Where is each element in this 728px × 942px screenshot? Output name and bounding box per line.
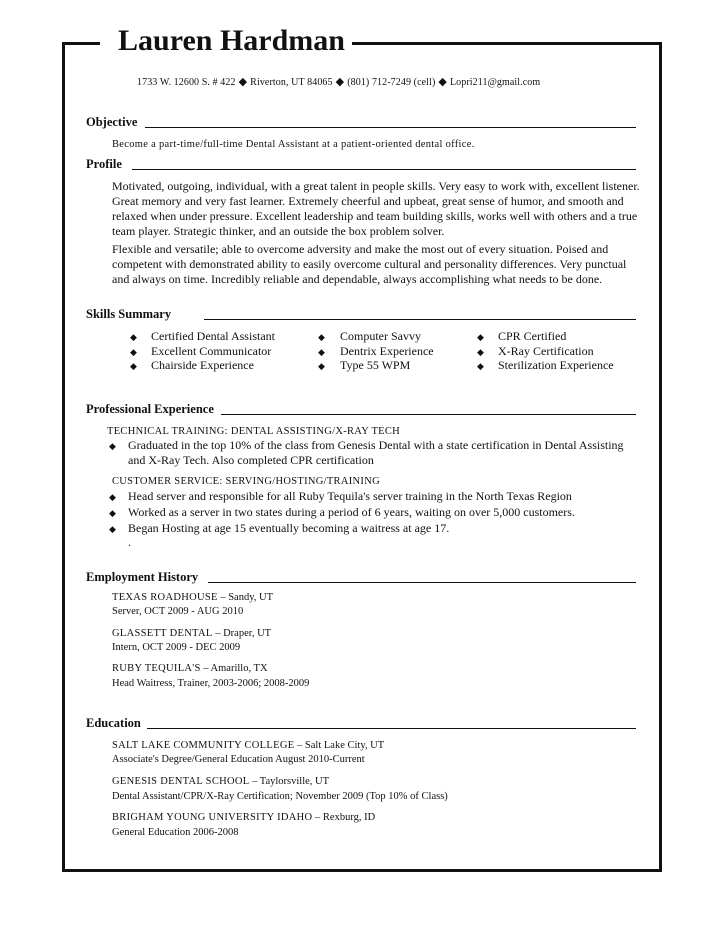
separator-diamond: ◆ — [335, 76, 345, 88]
bullet-diamond-icon: ◆ — [477, 361, 484, 371]
resume-name: Lauren Hardman — [118, 24, 345, 57]
profile-heading: Profile — [86, 157, 122, 171]
objective-text: Become a part-time/full-time Dental Assistant at a patient-oriented dental office. — [112, 139, 475, 150]
objective-rule — [145, 127, 636, 128]
school-name: BRIGHAM YOUNG UNIVERSITY IDAHO – Rexburg, ID — [112, 812, 376, 823]
skill-item: X-Ray Certification — [498, 344, 594, 358]
employment-rule — [208, 582, 636, 583]
skills-rule — [204, 319, 636, 320]
skill-item: Type 55 WPM — [340, 358, 411, 372]
bullet-diamond-icon: ◆ — [130, 361, 137, 371]
bullet-diamond-icon: ◆ — [318, 332, 325, 342]
job-detail: Server, OCT 2009 - AUG 2010 — [112, 606, 244, 617]
skill-item: Chairside Experience — [151, 358, 254, 372]
skill-item: Sterilization Experience — [498, 358, 614, 372]
service-title: CUSTOMER SERVICE: SERVING/HOSTING/TRAINING — [112, 476, 380, 487]
job-employer: TEXAS ROADHOUSE – Sandy, UT — [112, 592, 274, 603]
service-bullet: Head server and responsible for all Ruby Tequila's server training in the North Texas Region — [128, 489, 572, 503]
skills-heading: Skills Summary — [86, 307, 172, 321]
job-detail: Intern, OCT 2009 - DEC 2009 — [112, 642, 241, 653]
experience-rule — [221, 414, 636, 415]
bullet-diamond-icon: ◆ — [109, 524, 116, 534]
education-rule — [147, 728, 636, 729]
school-name: SALT LAKE COMMUNITY COLLEGE – Salt Lake City, UT — [112, 740, 385, 751]
skill-item: Excellent Communicator — [151, 344, 272, 358]
employment-heading: Employment History — [86, 570, 199, 584]
profile-paragraph-1: Motivated, outgoing, individual, with a great talent in people skills. Very easy to work with, excellent listener. Great memory and very fast learner. Extremely cheerful and upbeat, great sense of humor, and smooth and relaxed when under pressure. Excellent leadership and team building skills, works well with others and a true team player. Strategic thinker, and an outside the box problem solver. — [112, 179, 640, 238]
skill-item: CPR Certified — [498, 329, 567, 343]
bullet-diamond-icon: ◆ — [318, 347, 325, 357]
trailing-period: . — [128, 535, 131, 549]
training-title: TECHNICAL TRAINING: DENTAL ASSISTING/X-RAY TECH — [107, 426, 401, 437]
training-bullet: Graduated in the top 10% of the class from Genesis Dental with a state certification in Dental Assisting and X-Ray Tech. Also completed CPR certification — [128, 438, 624, 467]
bullet-diamond-icon: ◆ — [109, 492, 116, 502]
contact-city: Riverton, UT 84065 — [250, 77, 333, 88]
contact-address: 1733 W. 12600 S. # 422 — [137, 77, 236, 88]
experience-heading: Professional Experience — [86, 402, 214, 416]
job-detail: Head Waitress, Trainer, 2003-2006; 2008-2009 — [112, 678, 310, 689]
contact-phone: (801) 712-7249 (cell) — [347, 77, 436, 88]
separator-diamond: ◆ — [438, 76, 447, 88]
separator-diamond: ◆ — [238, 76, 248, 88]
profile-paragraph-2: Flexible and versatile; able to overcome adversity and make the most out of every situation. Poised and competent with demonstrated ability to easily overcome cultural and personality differences. Very punctual and always on time. Incredibly reliable and dependable, always accomplishing what needs to be done. — [112, 242, 627, 286]
school-detail: Dental Assistant/CPR/X-Ray Certification; November 2009 (Top 10% of Class) — [112, 791, 448, 802]
bullet-diamond-icon: ◆ — [109, 441, 116, 451]
bullet-diamond-icon: ◆ — [477, 347, 484, 357]
job-employer: GLASSETT DENTAL – Draper, UT — [112, 628, 272, 639]
contact-line — [137, 75, 540, 88]
bullet-diamond-icon: ◆ — [130, 347, 137, 357]
school-name: GENESIS DENTAL SCHOOL – Taylorsville, UT — [112, 776, 330, 787]
education-heading: Education — [86, 716, 141, 730]
service-bullet: Worked as a server in two states during a period of 6 years, waiting on over 5,000 customers. — [128, 505, 575, 519]
bullet-diamond-icon: ◆ — [477, 332, 484, 342]
contact-email[interactable]: Lopri211@gmail.com — [449, 77, 541, 88]
job-employer: RUBY TEQUILA'S – Amarillo, TX — [112, 663, 268, 674]
objective-heading: Objective — [86, 115, 138, 129]
school-detail: General Education 2006-2008 — [112, 827, 239, 838]
skill-item: Computer Savvy — [340, 329, 421, 343]
bullet-diamond-icon: ◆ — [130, 332, 137, 342]
service-bullet: Began Hosting at age 15 eventually becoming a waitress at age 17. — [128, 521, 450, 535]
bullet-diamond-icon: ◆ — [318, 361, 325, 371]
profile-rule — [132, 169, 636, 170]
bullet-diamond-icon: ◆ — [109, 508, 116, 518]
skill-item: Certified Dental Assistant — [151, 329, 275, 343]
skill-item: Dentrix Experience — [340, 344, 434, 358]
school-detail: Associate's Degree/General Education August 2010-Current — [112, 754, 365, 765]
